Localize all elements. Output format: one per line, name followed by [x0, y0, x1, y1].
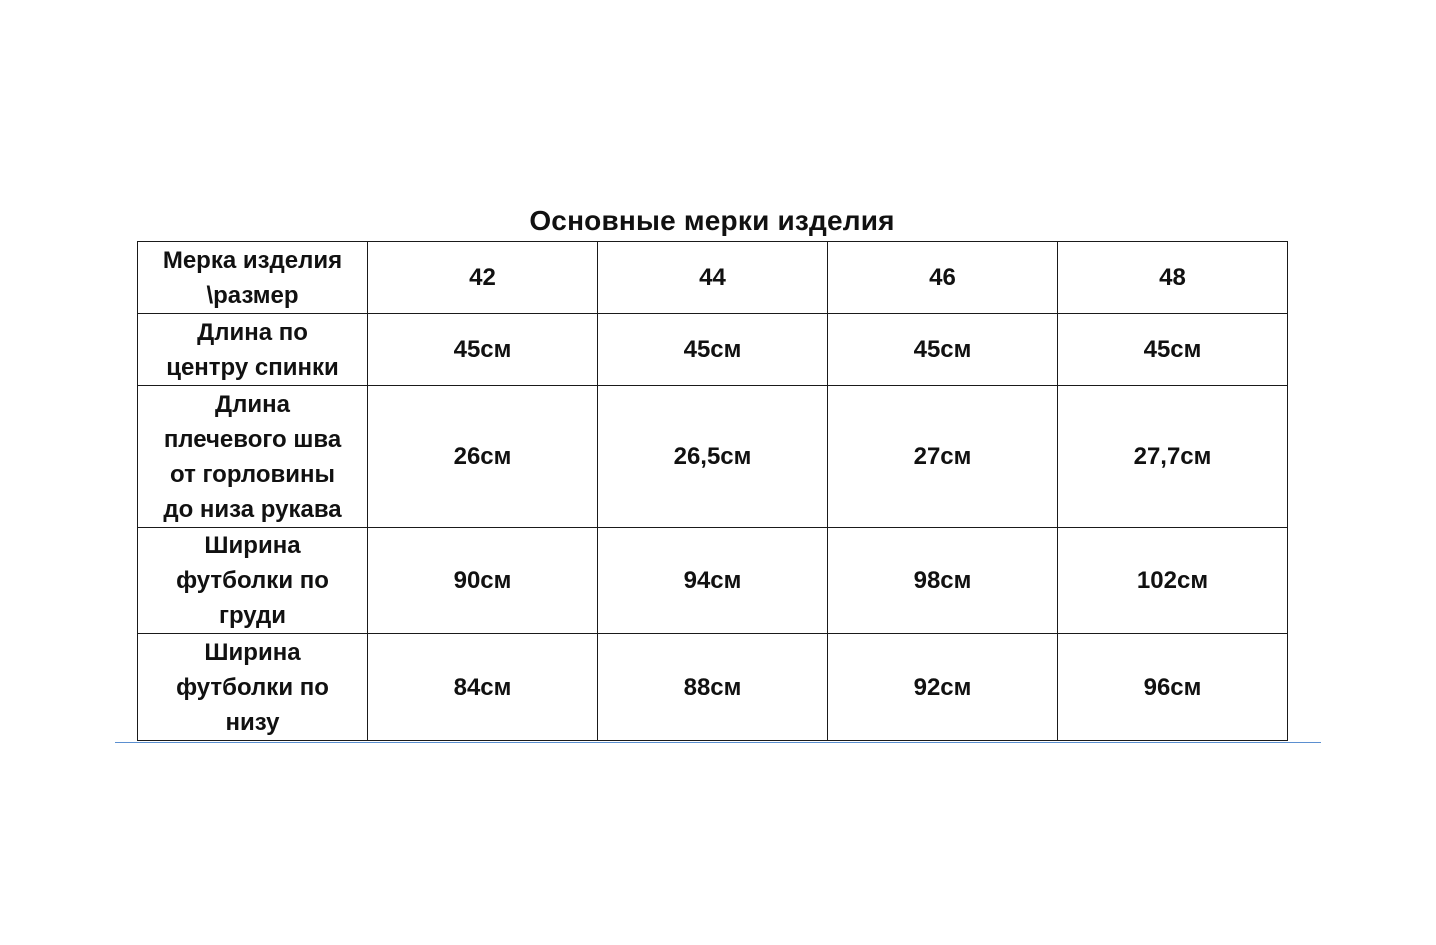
row-label-line: футболки по [176, 567, 329, 594]
value-cell: 84см [368, 634, 598, 741]
measurements-table [137, 241, 1288, 741]
table-row [138, 386, 1288, 528]
row-label-line: Ширина [204, 638, 301, 666]
value-cell: 102см [1058, 528, 1288, 634]
value-cell: 94см [598, 528, 828, 634]
table-row [138, 314, 1288, 386]
row-label-line: плечевого шва [163, 425, 342, 453]
value-cell: 98см [828, 528, 1058, 634]
row-label-line: Длина [215, 390, 290, 418]
row-label-line: Ширина [204, 532, 301, 559]
value-cell: 90см [368, 528, 598, 634]
value-cell: 45см [1058, 314, 1288, 386]
table-header-row [138, 242, 1288, 314]
size-header-cell: 48 [1058, 242, 1288, 314]
row-label-cell [138, 314, 368, 386]
table-row [138, 634, 1288, 741]
value-cell: 45см [368, 314, 598, 386]
value-cell: 26см [368, 386, 598, 528]
size-header-cell: 44 [598, 242, 828, 314]
row-label-line: от горловины [170, 460, 335, 488]
row-label-line: низу [225, 708, 280, 736]
size-header-cell: 46 [828, 242, 1058, 314]
row-label-line: груди [218, 602, 287, 629]
header-label-line: \размер [206, 281, 299, 309]
value-cell: 45см [598, 314, 828, 386]
row-label-line: центру спинки [166, 353, 339, 381]
table-row [138, 528, 1288, 634]
header-label-line: Мерка изделия [162, 246, 343, 274]
value-cell: 27,7см [1058, 386, 1288, 528]
row-label-cell [138, 386, 368, 528]
size-header-cell: 42 [368, 242, 598, 314]
header-label-cell [138, 242, 368, 314]
row-label-line: футболки по [176, 673, 329, 701]
value-cell: 88см [598, 634, 828, 741]
value-cell: 92см [828, 634, 1058, 741]
value-cell: 27см [828, 386, 1058, 528]
row-label-cell [138, 528, 368, 634]
value-cell: 45см [828, 314, 1058, 386]
row-label-cell [138, 634, 368, 741]
document-title: Основные мерки изделия [529, 205, 895, 236]
row-label-line: Длина по [197, 318, 308, 346]
bottom-rule-divider [115, 742, 1321, 743]
value-cell: 96см [1058, 634, 1288, 741]
value-cell: 26,5см [598, 386, 828, 528]
row-label-line: до низа рукава [163, 495, 342, 523]
